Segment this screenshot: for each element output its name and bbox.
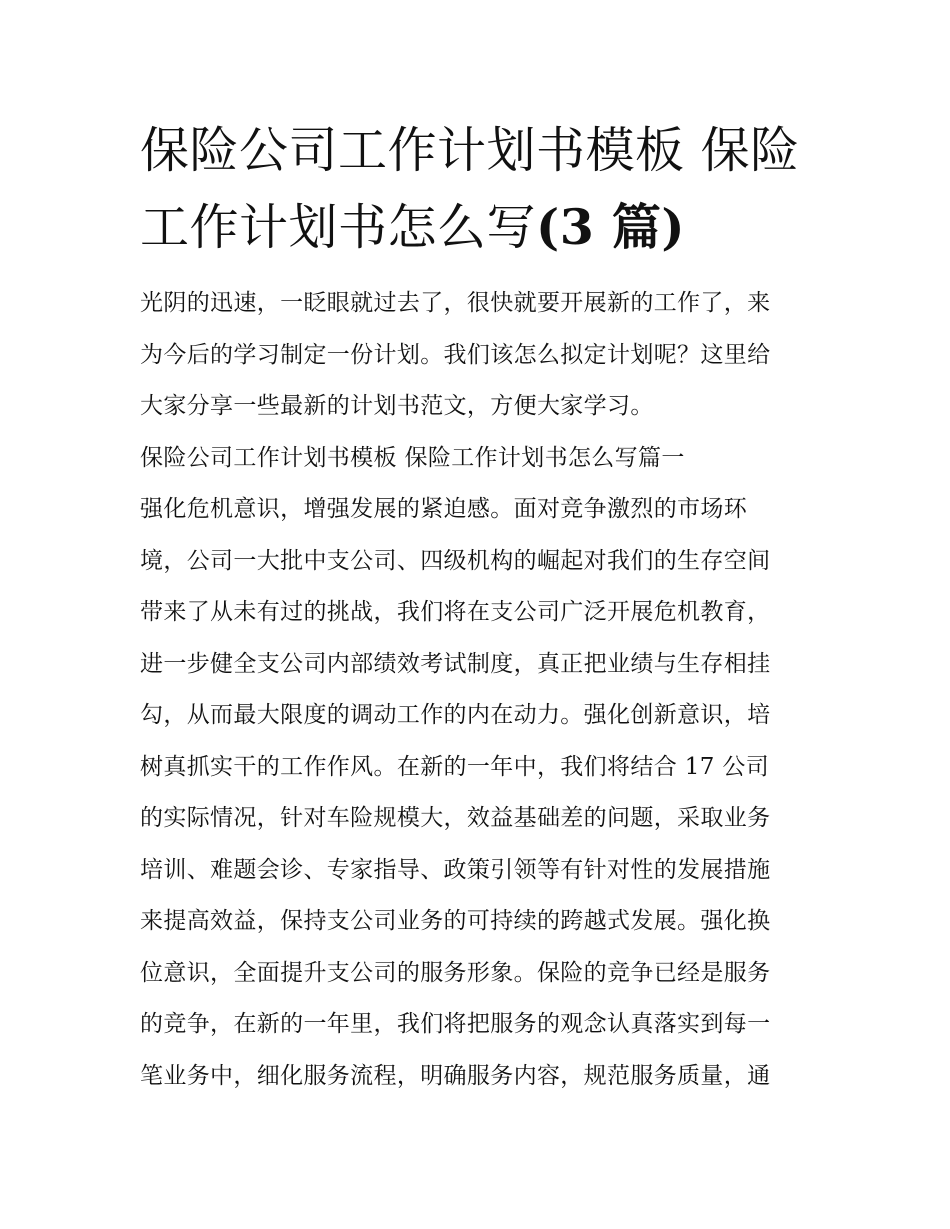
body-line: 光阴的迅速，一眨眼就过去了，很快就要开展新的工作了，来 [140, 290, 771, 316]
body-line: 来提高效益，保持支公司业务的可持续的跨越式发展。强化换 [140, 908, 771, 934]
body-line: 带来了从未有过的挑战，我们将在支公司广泛开展危机教育， [140, 599, 771, 625]
title-line-1: 保险公司工作计划书模板 保险 [140, 122, 800, 179]
document-title [140, 113, 820, 266]
body-line: 勾，从而最大限度的调动工作的内在动力。强化创新意识，培 [140, 702, 771, 728]
body-line: 为今后的学习制定一份计划。我们该怎么拟定计划呢？这里给 [140, 341, 771, 368]
body-line: 培训、难题会诊、专家指导、政策引领等有针对性的发展措施 [140, 856, 771, 883]
body-line: 大家分享一些最新的计划书范文，方便大家学习。 [140, 393, 654, 419]
body-line: 位意识，全面提升支公司的服务形象。保险的竞争已经是服务 [140, 959, 771, 986]
body-line: 强化危机意识，增强发展的紧迫感。面对竞争激烈的市场环 [140, 496, 748, 522]
title-line-2: 工作计划书怎么写 [140, 199, 537, 256]
document-body [140, 278, 830, 1102]
body-line: 境，公司一大批中支公司、四级机构的崛起对我们的生存空间 [140, 547, 771, 574]
body-line: 进一步健全支公司内部绩效考试制度，真正把业绩与生存相挂 [140, 650, 771, 677]
body-line: 树真抓实干的工作作风。在新的一年中，我们将结合 17 公司 [140, 753, 770, 780]
body-line: 的竞争，在新的一年里，我们将把服务的观念认真落实到每一 [140, 1011, 771, 1037]
body-line: 笔业务中，细化服务流程，明确服务内容，规范服务质量，通 [140, 1062, 771, 1089]
title-line-2-count: (3 篇) [536, 198, 686, 256]
section-heading: 保险公司工作计划书模板 保险工作计划书怎么写篇一 [140, 444, 685, 471]
body-line: 的实际情况，针对车险规模大，效益基础差的问题，采取业务 [140, 805, 771, 831]
